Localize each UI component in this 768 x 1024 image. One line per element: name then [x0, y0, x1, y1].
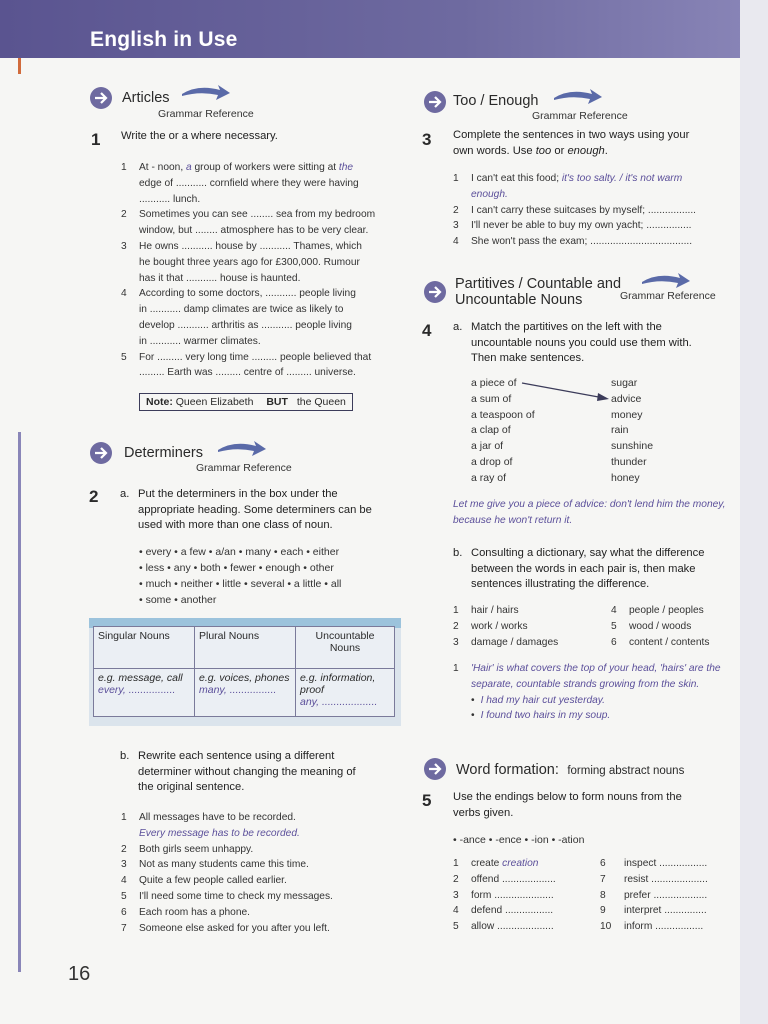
word-formation-instruction [453, 790, 723, 821]
determiners-title: Determiners [124, 445, 203, 461]
list-item: 6 content / contents [611, 636, 710, 648]
note-label: Note: [146, 396, 173, 408]
articles-instruction: Write the or a where necessary. [121, 130, 278, 142]
list-item: 2 offend ................... [453, 873, 556, 885]
partitives-a-instruction [471, 320, 731, 367]
section-arrow-icon [423, 90, 447, 114]
list-item: 8 prefer ................... [600, 889, 708, 901]
exercise-number: 5 [422, 791, 432, 810]
list-item: 2 Sometimes you can see ........ sea from my bedroom [121, 209, 376, 221]
list-item-line: develop ........... arthritis as ........... people living [139, 319, 352, 331]
too-enough-instruction [453, 128, 723, 159]
title-line: Uncountable Nouns [455, 292, 583, 308]
list-item: a teaspoon of [471, 408, 535, 421]
table-header: Uncountable Nouns [296, 627, 395, 669]
instruction-line: determiner without changing the meaning of [138, 765, 356, 778]
grammar-reference-swoosh-icon [552, 86, 604, 108]
word-formation-endings: • -ance • -ence • -ion • -ation [453, 834, 585, 846]
word-formation-left-list [453, 856, 603, 935]
list-item: 1 All messages have to be recorded. [121, 812, 296, 823]
table-header: Plural Nouns [195, 627, 296, 669]
list-item: 3 damage / damages [453, 636, 559, 648]
list-item: 3 He owns ........... house by ........... Thames, which [121, 240, 362, 252]
list-item: a drop of [471, 455, 513, 468]
list-item: 7 Someone else asked for you after you left. [121, 922, 330, 934]
partitives-b-label: b. [453, 547, 463, 559]
determiner-table [93, 626, 395, 717]
instruction-line: Rewrite each sentence using a different [138, 750, 335, 762]
bullet-line: • every • a few • a/an • many • each • either [139, 546, 340, 558]
list-item: 4 Quite a few people called earlier. [121, 875, 287, 887]
example-line: because he won't return it. [453, 514, 573, 526]
section-arrow-icon [89, 86, 113, 110]
list-item-example: Every message has to be recorded. [139, 827, 300, 839]
section-arrow-icon [423, 757, 447, 781]
bullet-line: • some • another [139, 594, 217, 606]
partitives-example [453, 497, 738, 529]
list-item: 3 I'll never be able to buy my own yacht; ................ [453, 220, 692, 232]
instruction-line: between the words in each pair is, then make [471, 562, 696, 575]
instruction-line: Consulting a dictionary, say what the difference [471, 547, 705, 559]
exercise-number: 4 [422, 321, 432, 340]
list-item: 2 Both girls seem unhappy. [121, 843, 254, 855]
note-but: BUT [266, 396, 288, 408]
list-item: money [611, 408, 643, 421]
section-arrow-icon [423, 280, 447, 304]
list-item: 4 defend ................. [453, 905, 554, 917]
answer-line: separate, countable strands growing from the skin. [471, 678, 700, 690]
list-item: a sum of [471, 392, 512, 405]
instruction-line: the original sentence. [138, 781, 245, 793]
grammar-reference-link[interactable]: Grammar Reference [532, 110, 628, 122]
list-item-line: ........... lunch. [139, 193, 201, 205]
list-item: a piece of [471, 377, 517, 389]
bullet-line: • much • neither • little • several • a little • all [139, 578, 342, 590]
bullet-line: • less • any • both • fewer • enough • other [139, 562, 334, 574]
list-item: 4 According to some doctors, ........... people living [121, 288, 356, 300]
page-edge [740, 0, 768, 1024]
title-line: Partitives / Countable and [455, 276, 622, 292]
list-item-line: he bought three years ago for £300,000. Rumour [139, 256, 360, 268]
instruction-line: own words. Use too or enough. [453, 144, 608, 157]
note-text: Queen Elizabeth [175, 396, 254, 408]
list-item: sugar [611, 377, 638, 389]
list-item: 4 people / peoples [611, 605, 704, 616]
list-item: 6 Each room has a phone. [121, 906, 251, 918]
list-item-line: window, but ........ atmosphere has to be very clear. [139, 225, 369, 237]
left-margin-bar [18, 432, 21, 972]
section-arrow-icon [89, 441, 113, 465]
list-item: a ray of [471, 471, 507, 484]
instruction-line: Match the partitives on the left with the [471, 321, 662, 333]
table-header: Singular Nouns [94, 627, 195, 669]
exercise-number: 1 [91, 130, 101, 149]
list-item: 6 inspect ................. [600, 858, 708, 869]
too-enough-title: Too / Enough [453, 93, 539, 109]
word-formation-subtitle: forming abstract nouns [567, 765, 685, 777]
table-cell[interactable]: e.g. voices, phones many, ................ [195, 669, 296, 717]
list-item: 7 resist .................... [600, 873, 708, 885]
instruction-line: Then make sentences. [471, 352, 585, 364]
list-item: rain [611, 424, 629, 437]
grammar-reference-swoosh-icon [216, 438, 268, 460]
page-header-title: English in Use [90, 28, 238, 51]
determiners-a-instruction [138, 487, 388, 534]
answer-line: • I found two hairs in my soup. [471, 710, 611, 722]
instruction-line: used with more than one class of noun. [138, 519, 333, 531]
too-enough-list [453, 171, 733, 250]
note-box [139, 393, 353, 411]
list-item-line: in ........... warmer climates. [139, 335, 261, 347]
partitives-right-list [611, 376, 653, 487]
partitives-b-instruction [471, 546, 736, 593]
list-item: advice [611, 392, 642, 405]
list-item: 1 hair / hairs [453, 605, 519, 616]
list-item: thunder [611, 455, 647, 468]
pairs-right-list [611, 603, 741, 650]
instruction-line: uncountable nouns you could use them with. [471, 336, 692, 349]
list-item: 9 interpret ............... [600, 905, 707, 917]
list-item: 1 At - noon, a group of workers were sitting at the [121, 162, 354, 173]
word-formation-title: Word formation: [456, 762, 559, 778]
partitives-title [455, 276, 621, 308]
exercise-number: 3 [422, 130, 432, 149]
page-number: 16 [68, 963, 91, 985]
table-cell[interactable]: e.g. information, proof any, ................... [296, 669, 395, 717]
word-formation-heading [456, 761, 684, 779]
table-cell[interactable]: e.g. message, call every, ................ [94, 669, 195, 717]
exercise-number: 2 [89, 487, 99, 506]
articles-list [121, 160, 391, 381]
note-text: the Queen [296, 396, 346, 408]
instruction-line: sentences illustrating the difference. [471, 578, 650, 590]
articles-title: Articles [122, 90, 170, 106]
answer-line: 1 'Hair' is what covers the top of your head, 'hairs' are the [453, 663, 721, 674]
list-item: 1 I can't eat this food; it's too salty. / it's not warm [453, 173, 683, 184]
pairs-left-list [453, 603, 603, 650]
list-item: 5 wood / woods [611, 620, 692, 632]
example-line: Let me give you a piece of advice: don't lend him the money, [453, 499, 726, 510]
instruction-line: Put the determiners in the box under the [138, 488, 338, 500]
instruction-line: Complete the sentences in two ways using your [453, 129, 690, 141]
list-item: 2 work / works [453, 620, 528, 632]
list-item: 3 Not as many students came this time. [121, 859, 309, 871]
list-item-line: ......... Earth was ......... centre of ......... universe. [139, 367, 356, 379]
instruction-line: appropriate heading. Some determiners can be [138, 503, 372, 516]
grammar-reference-link[interactable]: Grammar Reference [158, 108, 254, 120]
grammar-reference-swoosh-icon [180, 82, 232, 104]
list-item: 3 form ..................... [453, 889, 554, 901]
list-item-line: in ........... damp climates are twice as likely to [139, 304, 344, 316]
spine-mark [18, 58, 21, 74]
partitives-answer [453, 661, 738, 724]
determiners-b-instruction [138, 749, 388, 796]
word-formation-right-list [600, 856, 735, 935]
list-item: 5 allow .................... [453, 921, 554, 933]
determiner-bullets [139, 544, 341, 608]
list-item-line: enough. [471, 188, 508, 200]
partitives-a-label: a. [453, 321, 463, 333]
grammar-reference-link[interactable]: Grammar Reference [620, 290, 716, 302]
grammar-reference-link[interactable]: Grammar Reference [196, 462, 292, 474]
list-item: 10 inform ................. [600, 921, 704, 933]
determiners-a-label: a. [120, 488, 130, 500]
grammar-reference-swoosh-icon [640, 270, 692, 292]
list-item-line: edge of ........... cornfield where they were having [139, 177, 359, 189]
list-item: 5 I'll need some time to check my messages. [121, 890, 333, 902]
list-item: 4 She won't pass the exam; .................................... [453, 236, 693, 248]
list-item: honey [611, 471, 640, 484]
match-arrow-icon [520, 378, 612, 404]
list-item: a jar of [471, 440, 504, 453]
determiners-b-list [121, 810, 391, 936]
list-item: 5 For ......... very long time ......... people believed that [121, 351, 372, 363]
list-item-line: has it that ........... house is haunted. [139, 272, 301, 284]
answer-line: • I had my hair cut yesterday. [471, 694, 605, 706]
list-item: sunshine [611, 440, 654, 453]
instruction-line: Use the endings below to form nouns from the [453, 791, 682, 803]
determiners-b-label: b. [120, 750, 130, 762]
list-item: a clap of [471, 424, 511, 437]
list-item: 1 create creation [453, 858, 539, 869]
list-item: 2 I can't carry these suitcases by myself; ................. [453, 204, 697, 216]
instruction-line: verbs given. [453, 806, 514, 819]
